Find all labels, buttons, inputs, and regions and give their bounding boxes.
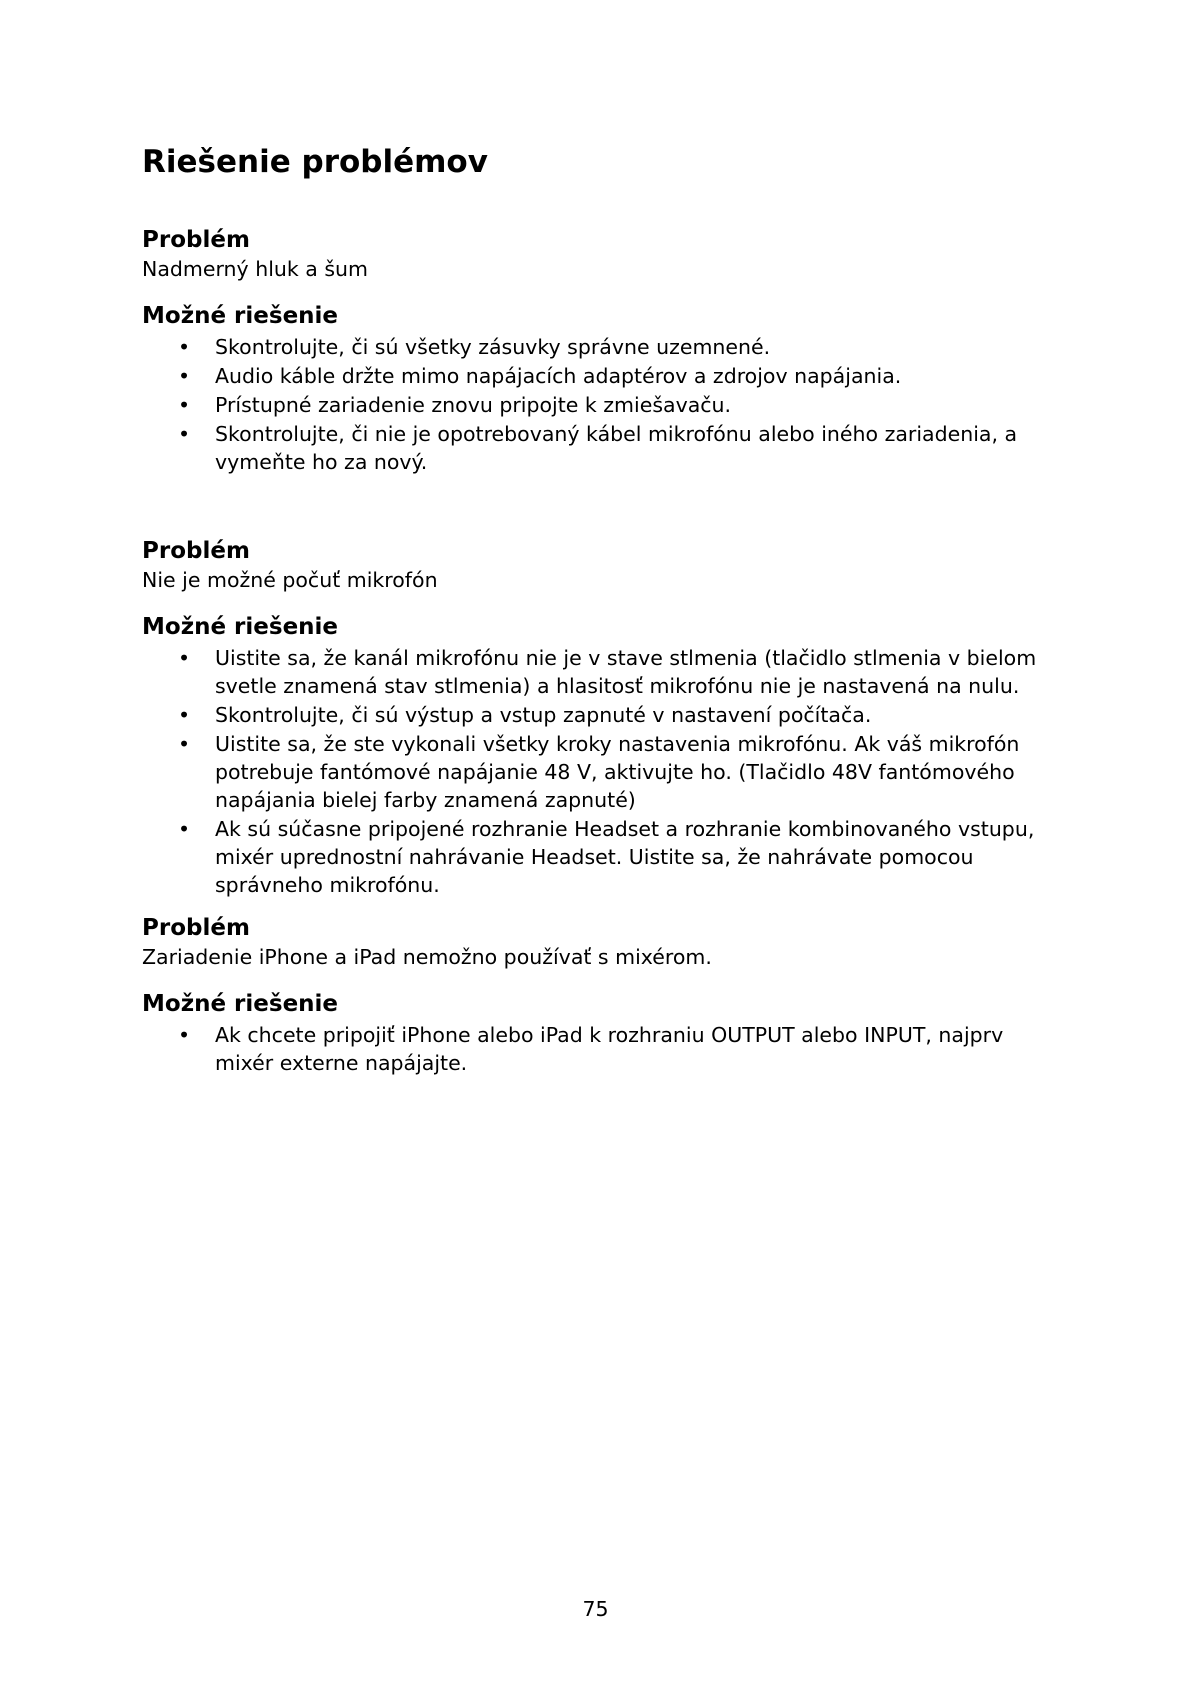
solution-item bbox=[142, 644, 1062, 700]
solution-text: Skontrolujte, či sú výstup a vstup zapnuté v nastavení počítača. bbox=[215, 703, 872, 727]
solution-text: Prístupné zariadenie znovu pripojte k zmiešavaču. bbox=[215, 393, 732, 417]
problem-label: Problém bbox=[142, 915, 250, 941]
solution-item bbox=[142, 420, 1062, 476]
solution-text: Skontrolujte, či nie je opotrebovaný kábel mikrofónu alebo iného zariadenia, a vymeňte ho za nový. bbox=[215, 422, 1018, 474]
bullet-icon: • bbox=[178, 393, 191, 417]
solution-item bbox=[142, 362, 1062, 390]
solution-text: Ak sú súčasne pripojené rozhranie Headset a rozhranie kombinovaného vstupu, mixér uprednostní nahrávanie Headset. Uistite sa, že nahrávate pomocou správneho mikrofónu. bbox=[215, 817, 1035, 897]
solution-label: Možné riešenie bbox=[142, 303, 339, 329]
bullet-icon: • bbox=[178, 646, 191, 670]
bullet-icon: • bbox=[178, 422, 191, 446]
bullet-icon: • bbox=[178, 732, 191, 756]
bullet-icon: • bbox=[178, 1023, 191, 1047]
troubleshooting-section-1 bbox=[142, 225, 1062, 477]
solution-text: Ak chcete pripojiť iPhone alebo iPad k rozhraniu OUTPUT alebo INPUT, najprv mixér externe napájajte. bbox=[215, 1023, 1004, 1075]
solution-list bbox=[142, 1021, 1062, 1077]
bullet-icon: • bbox=[178, 703, 191, 727]
solution-list bbox=[142, 333, 1062, 476]
solution-text: Uistite sa, že kanál mikrofónu nie je v stave stlmenia (tlačidlo stlmenia v bielom svetle znamená stav stlmenia) a hlasitosť mikrofónu nie je nastavená na nulu. bbox=[215, 646, 1037, 698]
problem-description: Zariadenie iPhone a iPad nemožno používať s mixérom. bbox=[142, 945, 712, 969]
page-number: 75 bbox=[582, 1597, 609, 1621]
solution-item bbox=[142, 1021, 1062, 1077]
page-title: Riešenie problémov bbox=[142, 144, 488, 180]
solution-text: Uistite sa, že ste vykonali všetky kroky nastavenia mikrofónu. Ak váš mikrofón potrebuje fantómové napájanie 48 V, aktivujte ho. (Tlačidlo 48V fantómového napájania bielej farby znamená zapnuté) bbox=[215, 732, 1020, 812]
problem-label: Problém bbox=[142, 538, 250, 564]
solution-list bbox=[142, 644, 1062, 899]
bullet-icon: • bbox=[178, 817, 191, 841]
problem-description: Nie je možné počuť mikrofón bbox=[142, 568, 438, 592]
solution-label: Možné riešenie bbox=[142, 991, 339, 1017]
bullet-icon: • bbox=[178, 335, 191, 359]
solution-label: Možné riešenie bbox=[142, 614, 339, 640]
solution-item bbox=[142, 730, 1062, 814]
bullet-icon: • bbox=[178, 364, 191, 388]
solution-item bbox=[142, 701, 1062, 729]
solution-text: Audio káble držte mimo napájacích adaptérov a zdrojov napájania. bbox=[215, 364, 902, 388]
solution-item bbox=[142, 815, 1062, 899]
troubleshooting-section-2 bbox=[142, 536, 1062, 900]
troubleshooting-section-3 bbox=[142, 913, 1062, 1078]
solution-text: Skontrolujte, či sú všetky zásuvky správne uzemnené. bbox=[215, 335, 771, 359]
solution-item bbox=[142, 391, 1062, 419]
solution-item bbox=[142, 333, 1062, 361]
problem-description: Nadmerný hluk a šum bbox=[142, 257, 368, 281]
problem-label: Problém bbox=[142, 227, 250, 253]
